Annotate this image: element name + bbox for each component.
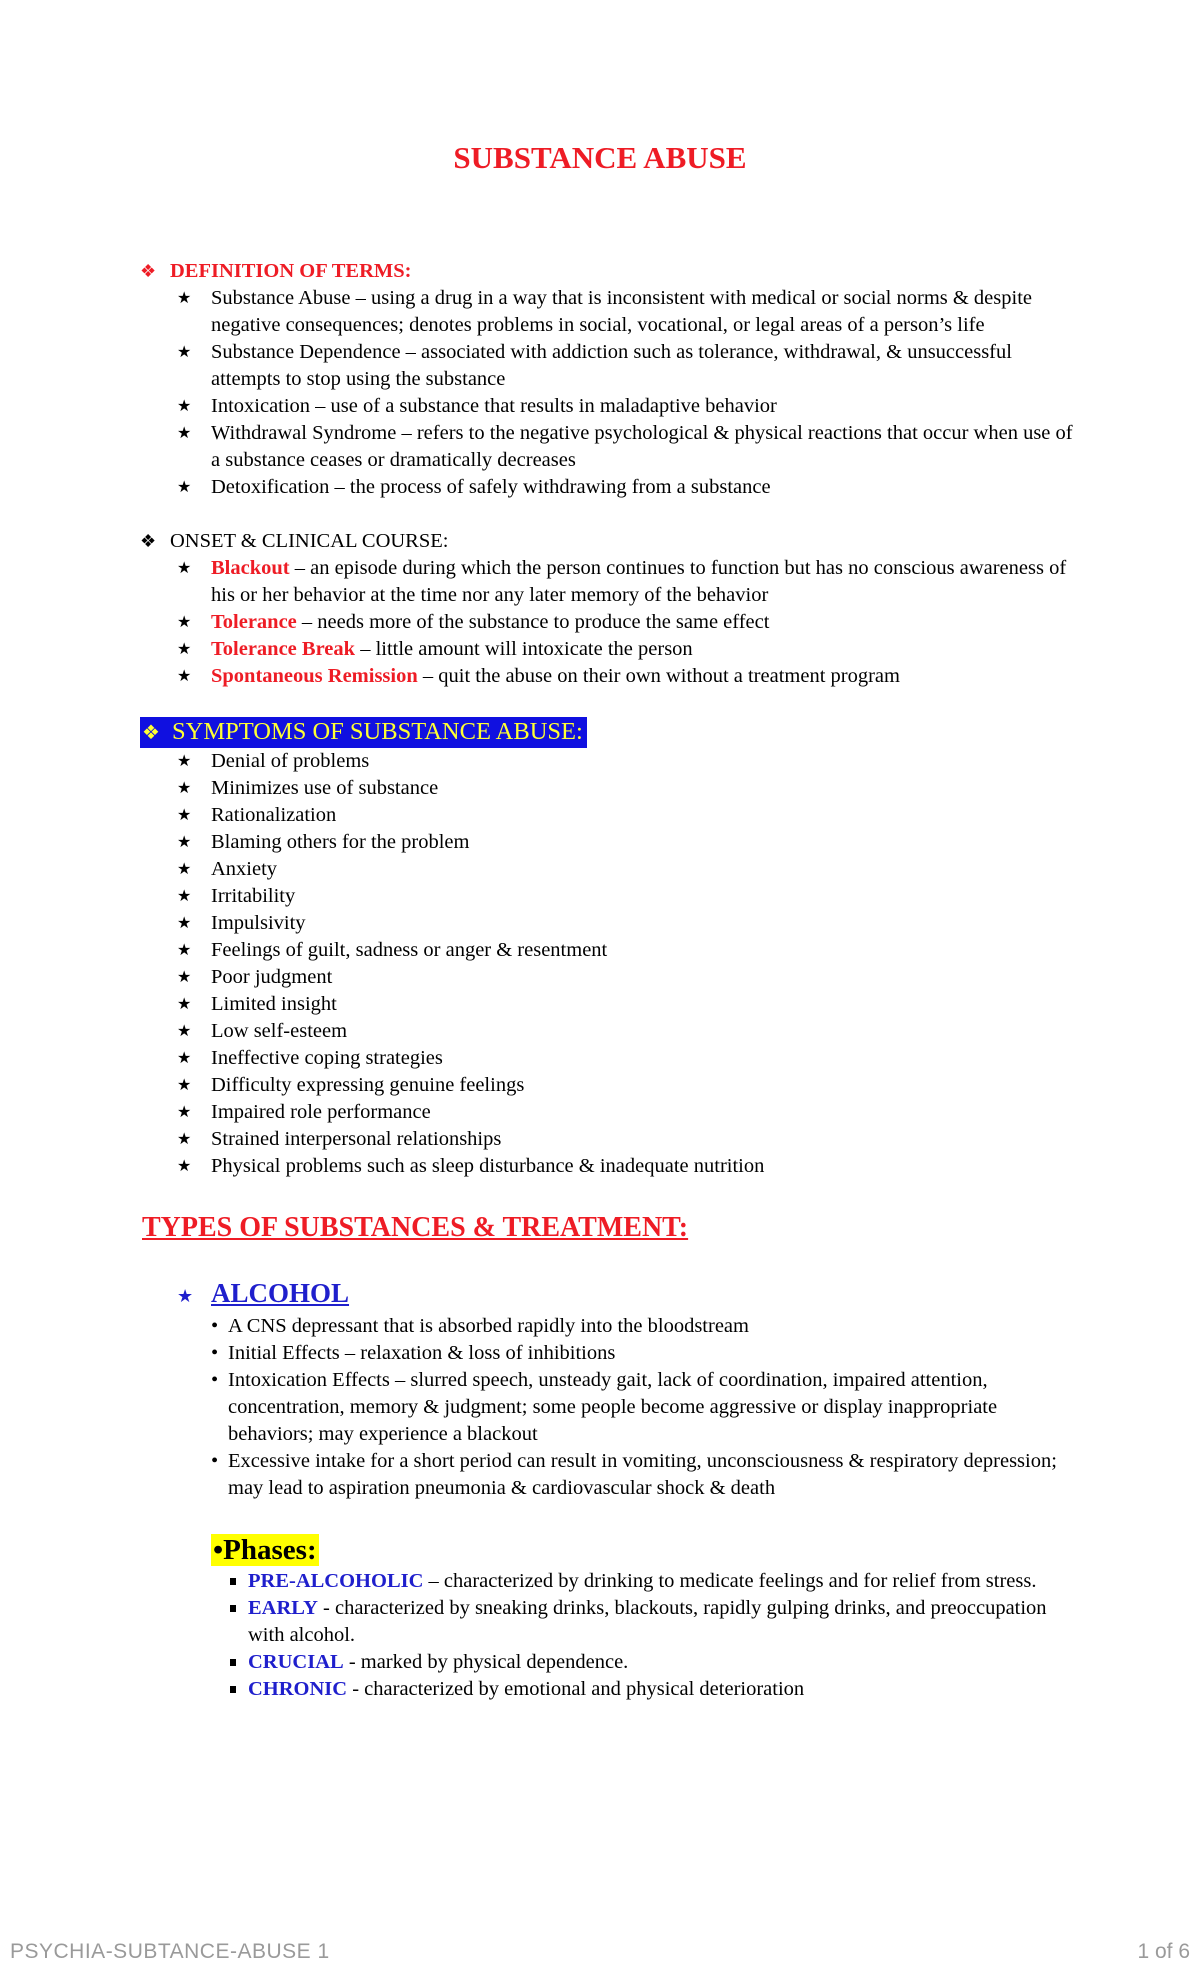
list-item xyxy=(211,1367,1080,1448)
document-name-footer: PSYCHIA-SUBTANCE-ABUSE 1 xyxy=(10,1940,330,1963)
definitions-list xyxy=(140,285,1080,501)
alcohol-list xyxy=(140,1313,1080,1502)
list-item-text: Limited insight xyxy=(211,993,337,1015)
star-icon: ★ xyxy=(177,1158,192,1175)
phase-label: EARLY xyxy=(248,1597,318,1619)
phases-heading-text: Phases: xyxy=(223,1534,317,1566)
star-icon: ★ xyxy=(177,942,192,959)
list-item-text: Intoxication – use of a substance that results in maladaptive behavior xyxy=(211,395,777,417)
list-item xyxy=(177,829,1080,856)
star-icon: ★ xyxy=(177,1077,192,1094)
list-item xyxy=(177,609,1080,636)
list-item xyxy=(177,1045,1080,1072)
star-icon: ★ xyxy=(177,344,192,361)
star-icon: ★ xyxy=(177,807,192,824)
list-item-text: Rationalization xyxy=(211,804,337,826)
star-icon: ★ xyxy=(177,861,192,878)
onset-section xyxy=(140,528,1080,690)
term-description: – needs more of the substance to produce the same effect xyxy=(296,611,770,633)
types-heading: TYPES OF SUBSTANCES & TREATMENT: xyxy=(142,1212,689,1243)
list-item xyxy=(177,636,1080,663)
term-description: – quit the abuse on their own without a treatment program xyxy=(417,665,900,687)
list-item xyxy=(177,663,1080,690)
star-icon: ★ xyxy=(177,290,192,307)
list-item xyxy=(230,1649,1080,1676)
star-icon: ★ xyxy=(177,1104,192,1121)
list-item xyxy=(211,1340,1080,1367)
list-item-text: Irritability xyxy=(211,885,296,907)
list-item xyxy=(177,856,1080,883)
term-label: Spontaneous Remission xyxy=(211,665,418,687)
list-item-text: Physical problems such as sleep disturbance & inadequate nutrition xyxy=(211,1155,765,1177)
four-diamond-icon: ❖ xyxy=(140,531,157,551)
definitions-heading xyxy=(140,258,1080,285)
term-label: Tolerance xyxy=(211,611,297,633)
star-icon: ★ xyxy=(177,888,192,905)
list-item-text: Poor judgment xyxy=(211,966,333,988)
list-item xyxy=(177,1099,1080,1126)
term-description: – little amount will intoxicate the person xyxy=(355,638,693,660)
list-item xyxy=(177,474,1080,501)
list-item-text: A CNS depressant that is absorbed rapidly into the bloodstream xyxy=(228,1315,749,1337)
list-item-text: Ineffective coping strategies xyxy=(211,1047,443,1069)
list-item xyxy=(177,393,1080,420)
list-item-text: Detoxification – the process of safely withdrawing from a substance xyxy=(211,476,771,498)
list-item xyxy=(230,1568,1080,1595)
list-item-text: Impulsivity xyxy=(211,912,306,934)
phase-label: CRUCIAL xyxy=(248,1651,344,1673)
alcohol-heading xyxy=(177,1276,1080,1313)
phases-highlight xyxy=(211,1534,319,1566)
list-item xyxy=(177,964,1080,991)
phases-heading xyxy=(211,1532,1080,1568)
term-label: Tolerance Break xyxy=(211,638,356,660)
star-icon: ★ xyxy=(177,1050,192,1067)
list-item xyxy=(230,1676,1080,1703)
list-item xyxy=(177,748,1080,775)
square-icon xyxy=(230,1659,236,1666)
list-item xyxy=(177,555,1080,609)
star-icon: ★ xyxy=(177,1023,192,1040)
page-title: SUBSTANCE ABUSE xyxy=(453,140,747,175)
onset-list xyxy=(140,555,1080,690)
list-item-text: Impaired role performance xyxy=(211,1101,431,1123)
dot-icon: • xyxy=(213,1534,224,1566)
term-description: – an episode during which the person continues to function but has no conscious awareness of his or her behavior at the time nor any later memory of the behavior xyxy=(211,557,1067,606)
list-item xyxy=(177,802,1080,829)
list-item xyxy=(177,937,1080,964)
star-icon: ★ xyxy=(177,969,192,986)
onset-heading xyxy=(140,528,1080,555)
star-icon: ★ xyxy=(177,1131,192,1148)
square-icon xyxy=(230,1686,236,1693)
phase-label: CHRONIC xyxy=(248,1678,348,1700)
star-icon: ★ xyxy=(177,915,192,932)
star-icon: ★ xyxy=(177,668,192,685)
star-icon: ★ xyxy=(177,780,192,797)
phase-description: - characterized by sneaking drinks, blackouts, rapidly gulping drinks, and preoccupation with alcohol. xyxy=(248,1597,1047,1646)
definitions-heading-text: DEFINITION OF TERMS: xyxy=(170,260,412,282)
square-icon xyxy=(230,1578,236,1585)
list-item-text: Strained interpersonal relationships xyxy=(211,1128,502,1150)
dot-icon: • xyxy=(211,1450,219,1472)
page-indicator: 1 of 6 xyxy=(1137,1940,1190,1963)
dot-icon: • xyxy=(211,1342,219,1364)
list-item-text: Substance Abuse – using a drug in a way that is inconsistent with medical or social norms & despite negative consequences; denotes problems in social, vocational, or legal areas of a person’s life xyxy=(211,287,1033,336)
list-item-text: Withdrawal Syndrome – refers to the negative psychological & physical reactions that occur when use of a substance ceases or dramatically decreases xyxy=(211,422,1073,471)
star-icon: ★ xyxy=(177,560,192,577)
list-item xyxy=(177,991,1080,1018)
star-icon: ★ xyxy=(177,479,192,496)
list-item-text: Anxiety xyxy=(211,858,278,880)
star-icon: ★ xyxy=(177,425,192,442)
list-item xyxy=(177,910,1080,937)
dot-icon: • xyxy=(211,1369,219,1391)
symptoms-heading-text: SYMPTOMS OF SUBSTANCE ABUSE: xyxy=(172,718,583,745)
list-item-text: Difficulty expressing genuine feelings xyxy=(211,1074,525,1096)
square-icon xyxy=(230,1605,236,1612)
list-item-text: Intoxication Effects – slurred speech, unsteady gait, lack of coordination, impaired attention, concentration, memory & judgment; some people become aggressive or display inappropriate behaviors; may experience a blackout xyxy=(228,1369,998,1445)
star-icon: ★ xyxy=(177,753,192,770)
definitions-section xyxy=(140,258,1080,501)
star-icon: ★ xyxy=(177,1286,194,1306)
list-item-text: Low self-esteem xyxy=(211,1020,348,1042)
list-item-text: Substance Dependence – associated with addiction such as tolerance, withdrawal, & unsuccessful attempts to stop using the substance xyxy=(211,341,1012,390)
term-label: Blackout xyxy=(211,557,290,579)
star-icon: ★ xyxy=(177,834,192,851)
list-item xyxy=(177,775,1080,802)
list-item xyxy=(177,883,1080,910)
list-item-text: Initial Effects – relaxation & loss of inhibitions xyxy=(228,1342,616,1364)
phases-list xyxy=(140,1568,1080,1703)
star-icon: ★ xyxy=(177,398,192,415)
four-diamond-icon: ❖ xyxy=(140,261,157,281)
alcohol-heading-text: ALCOHOL xyxy=(211,1278,350,1308)
star-icon: ★ xyxy=(177,614,192,631)
list-item xyxy=(177,339,1080,393)
star-icon: ★ xyxy=(177,996,192,1013)
symptoms-list xyxy=(140,748,1080,1180)
onset-heading-text: ONSET & CLINICAL COURSE: xyxy=(170,530,449,552)
phase-description: – characterized by drinking to medicate feelings and for relief from stress. xyxy=(423,1570,1037,1592)
star-icon: ★ xyxy=(177,641,192,658)
list-item xyxy=(177,420,1080,474)
four-diamond-icon: ❖ xyxy=(142,722,160,744)
phase-description: - characterized by emotional and physical deterioration xyxy=(347,1678,805,1700)
list-item xyxy=(211,1448,1080,1502)
phase-label: PRE-ALCOHOLIC xyxy=(248,1570,424,1592)
list-item xyxy=(177,1126,1080,1153)
document-body xyxy=(140,258,1080,1703)
phase-description: - marked by physical dependence. xyxy=(343,1651,629,1673)
list-item-text: Feelings of guilt, sadness or anger & resentment xyxy=(211,939,608,961)
list-item xyxy=(230,1595,1080,1649)
symptoms-section xyxy=(140,717,1080,1180)
list-item-text: Excessive intake for a short period can result in vomiting, unconsciousness & respiratory depression; may lead to aspiration pneumonia & cardiovascular shock & death xyxy=(228,1450,1057,1499)
list-item xyxy=(211,1313,1080,1340)
list-item xyxy=(177,1072,1080,1099)
list-item-text: Denial of problems xyxy=(211,750,370,772)
list-item-text: Minimizes use of substance xyxy=(211,777,439,799)
list-item xyxy=(177,1018,1080,1045)
list-item xyxy=(177,1153,1080,1180)
symptoms-heading xyxy=(140,717,587,748)
dot-icon: • xyxy=(211,1315,219,1337)
list-item-text: Blaming others for the problem xyxy=(211,831,470,853)
list-item xyxy=(177,285,1080,339)
